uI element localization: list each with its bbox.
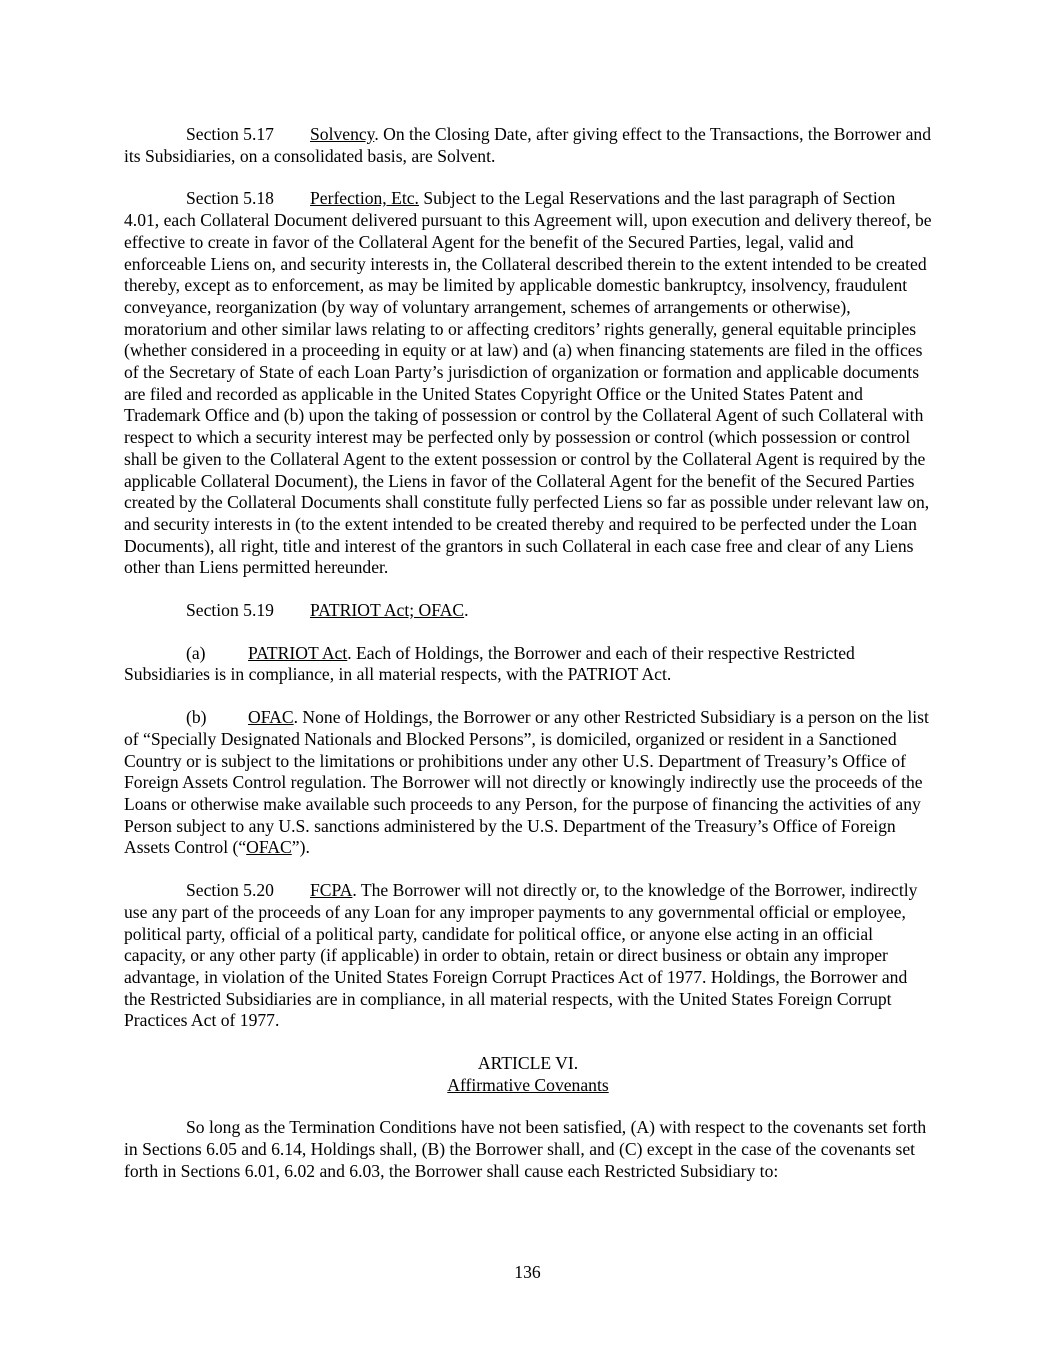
section-body: . On the Closing Date, after giving effect to the Transactions, the Borrower and its Subsidiaries, on a consolidated basis, are Solvent. [124, 124, 932, 166]
section-5-20 [124, 880, 932, 1032]
section-heading: PATRIOT Act; OFAC [310, 600, 465, 621]
subsection-heading: PATRIOT Act [248, 642, 348, 663]
section-number: Section 5.20 [186, 880, 274, 901]
section-5-18 [124, 188, 932, 579]
section-5-17 [124, 124, 932, 167]
article-title: Affirmative Covenants [447, 1074, 609, 1095]
subsection-body-end: ”). [291, 837, 310, 858]
article-number: ARTICLE VI. [477, 1053, 579, 1074]
document-page [124, 124, 932, 1204]
section-body: . [464, 600, 469, 621]
page-number: 136 [514, 1262, 541, 1282]
intro-body: So long as the Termination Conditions have not been satisfied, (A) with respect to the covenants set forth in Sections 6.05 and 6.14, Holdings shall, (B) the Borrower shall, and (C) except in the case of the covenants set forth in Sections 6.01, 6.02 and 6.03, the Borrower shall cause each Restricted Subsidiary to: [124, 1117, 927, 1181]
section-number: Section 5.19 [186, 600, 274, 621]
section-number: Section 5.18 [186, 188, 274, 209]
subsection-label: (a) [186, 642, 206, 663]
subsection-body: . Each of Holdings, the Borrower and each of their respective Restricted Subsidiaries is in compliance, in all material respects, with the PATRIOT Act. [124, 642, 855, 685]
defined-term: OFAC [246, 837, 292, 858]
section-heading: Perfection, Etc. [310, 188, 419, 209]
section-number: Section 5.17 [186, 124, 274, 144]
section-heading: Solvency [310, 124, 375, 144]
subsection-body: . None of Holdings, the Borrower or any other Restricted Subsidiary is a person on the list of “Specially Designated Nationals and Blocked Persons”, is domiciled, organized or resident in a Sanctioned Country or is subject to the limitations or prohibitions under any other U.S. Department of Treasury’s Office of Foreign Assets Control regulation. The Borrower will not directly or knowingly indirectly use the proceeds of the Loans or otherwise make available such proceeds to any Person, for the purpose of financing the activities of any Person subject to any U.S. sanctions administered by the U.S. Department of the Treasury’s Office of Foreign Assets Control (“ [124, 707, 929, 858]
subsection-a-patriot-act [124, 643, 932, 686]
article-intro [124, 1117, 932, 1182]
article-heading [124, 1053, 932, 1096]
section-heading: FCPA [310, 880, 353, 901]
section-5-19 [124, 600, 932, 622]
section-body: Subject to the Legal Reservations and the last paragraph of Section 4.01, each Collateral Document delivered pursuant to this Agreement will, upon execution and delivery thereof, be effective to create in favor of the Collateral Agent for the benefit of the Secured Parties, legal, valid and enforceable Liens on, and security interests in, the Collateral described therein to the extent intended to be created thereby, except as to enforcement, as may be limited by applicable domestic bankruptcy, insolvency, fraudulent conveyance, reorganization (by way of voluntary arrangement, schemes of arrangements or otherwise), moratorium and other similar laws relating to or affecting creditors’ rights generally, general equitable principles (whether considered in a proceeding in equity or at law) and (a) when financing statements are filed in the offices of the Secretary of State of each Loan Party’s jurisdiction of organization or formation and applicable documents are filed and recorded as applicable in the United States Copyright Office or the United States Patent and Trademark Office and (b) upon the taking of possession or control by the Collateral Agent of such Collateral with respect to which a security interest may be perfected only by possession or control (which possession or control shall be given to the Collateral Agent to the extent possession or control by the Collateral Agent is required by the applicable Collateral Document), the Liens in favor of the Collateral Agent for the benefit of the Secured Parties created by the Collateral Documents shall constitute fully perfected Liens so far as possible under relevant law on, and security interests in (to the extent intended to be created thereby and required to be perfected under the Loan Documents), all right, title and interest of the grantors in such Collateral in each case free and clear of any Liens other than Liens permitted hereunder. [124, 188, 932, 578]
section-body: . The Borrower will not directly or, to the knowledge of the Borrower, indirectly use any part of the proceeds of any Loan for any improper payments to any governmental official or employee, political party, official of a political party, candidate for political office, or anyone else acting in an official capacity, or any other party (if applicable) in order to obtain, retain or direct business or obtain any improper advantage, in violation of the United States Foreign Corrupt Practices Act of 1977. Holdings, the Borrower and the Restricted Subsidiaries are in compliance, in all material respects, with the United States Foreign Corrupt Practices Act of 1977. [124, 880, 918, 1031]
subsection-b-ofac [124, 707, 932, 859]
subsection-heading: OFAC [248, 707, 294, 728]
subsection-label: (b) [186, 707, 207, 728]
